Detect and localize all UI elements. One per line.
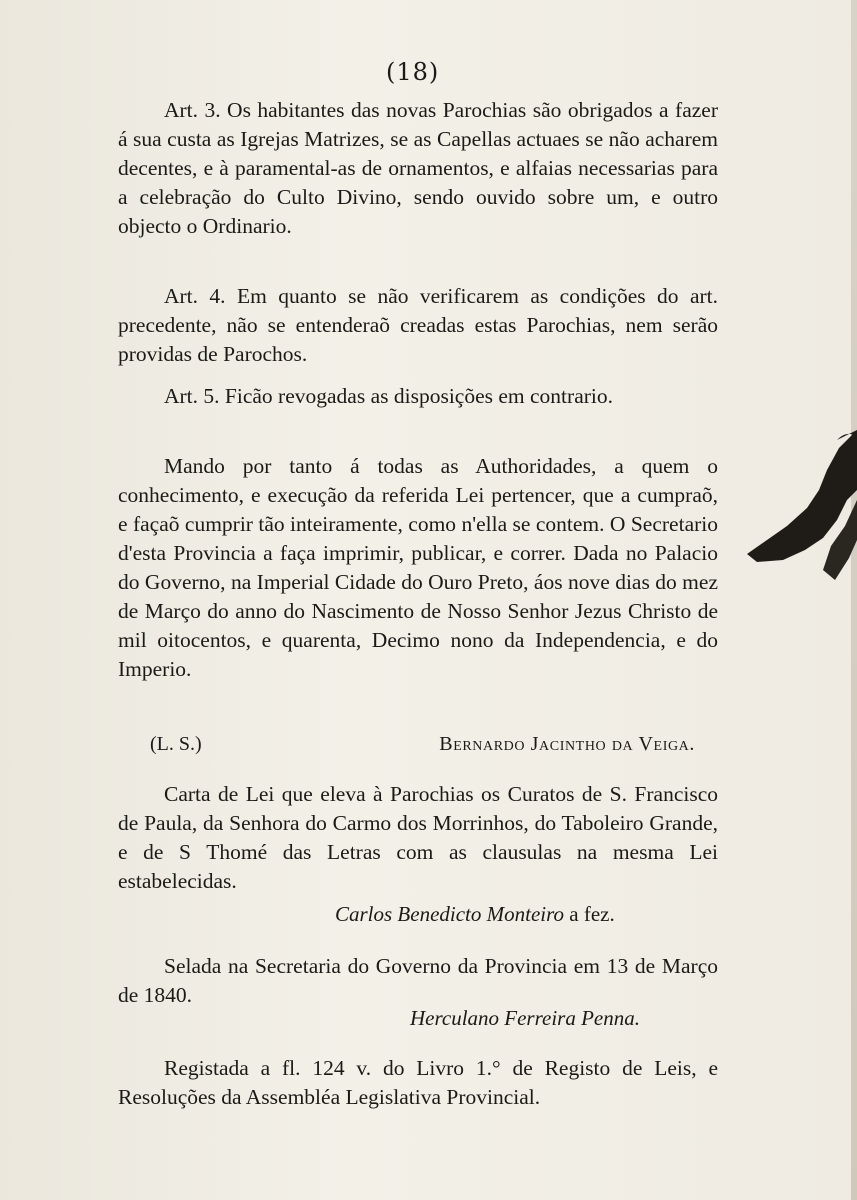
article-5-text: Art. 5. Ficão revogadas as disposições em contrario. — [164, 384, 613, 408]
page-number: (18) — [386, 58, 440, 86]
seal-registration-text: Selada na Secretaria do Governo da Provincia em 13 de Março de 1840. — [118, 954, 718, 1007]
scribe-line — [335, 902, 615, 927]
article-3 — [118, 96, 718, 241]
registry-note — [118, 1054, 718, 1112]
seal-registration — [118, 952, 718, 1010]
article-4-text: Art. 4. Em quanto se não verificarem as condições do art. precedente, não se entenderaõ creadas estas Parochias, nem serão providas de Parochos. — [118, 284, 718, 366]
law-title-note — [118, 780, 718, 896]
enactment-text: Mando por tanto á todas as Authoridades, a quem o conhecimento, e execução da referida Lei pertencer, que a cumpraõ, e façaõ cumprir tão inteiramente, como n'ella se contem. O Secretario d'esta Provincia a faça imprimir, publicar, e correr. Dada no Palacio do Governo, na Imperial Cidade do Ouro Preto, áos nove dias do mez de Março do anno do Nascimento de Nosso Senhor Jezus Christo de mil oitocentos, e quarenta, Decimo nono da Independencia, e do Imperio. — [118, 454, 718, 681]
ink-stain — [727, 430, 857, 630]
seal-mark: (L. S.) — [150, 733, 202, 755]
article-4 — [118, 282, 718, 369]
law-title-text: Carta de Lei que eleva à Parochias os Curatos de S. Francisco de Paula, da Senhora do Carmo dos Morrinhos, do Taboleiro Grande, e de S Thomé das Letras com as clausulas na mesma Lei estabelecidas. — [118, 782, 718, 893]
registry-text: Registada a fl. 124 v. do Livro 1.° de Registo de Leis, e Resoluções da Assembléa Legislativa Provincial. — [118, 1056, 718, 1109]
governor-signature: Bernardo Jacintho da Veiga. — [439, 733, 695, 755]
signature-row — [150, 733, 695, 756]
article-5 — [118, 382, 718, 411]
scribe-suffix: a fez. — [569, 902, 615, 926]
secretary-signature: Herculano Ferreira Penna. — [410, 1006, 640, 1030]
enactment-clause — [118, 452, 718, 684]
article-3-text: Art. 3. Os habitantes das novas Parochias são obrigados a fazer á sua custa as Igrejas Matrizes, se as Capellas actuaes se não acharem decentes, e à paramental-as de ornamentos, e alfaias necessarias para a celebração do Culto Divino, sendo ouvido sobre um, e outro objecto o Ordinario. — [118, 98, 718, 238]
scribe-name: Carlos Benedicto Monteiro — [335, 902, 565, 926]
